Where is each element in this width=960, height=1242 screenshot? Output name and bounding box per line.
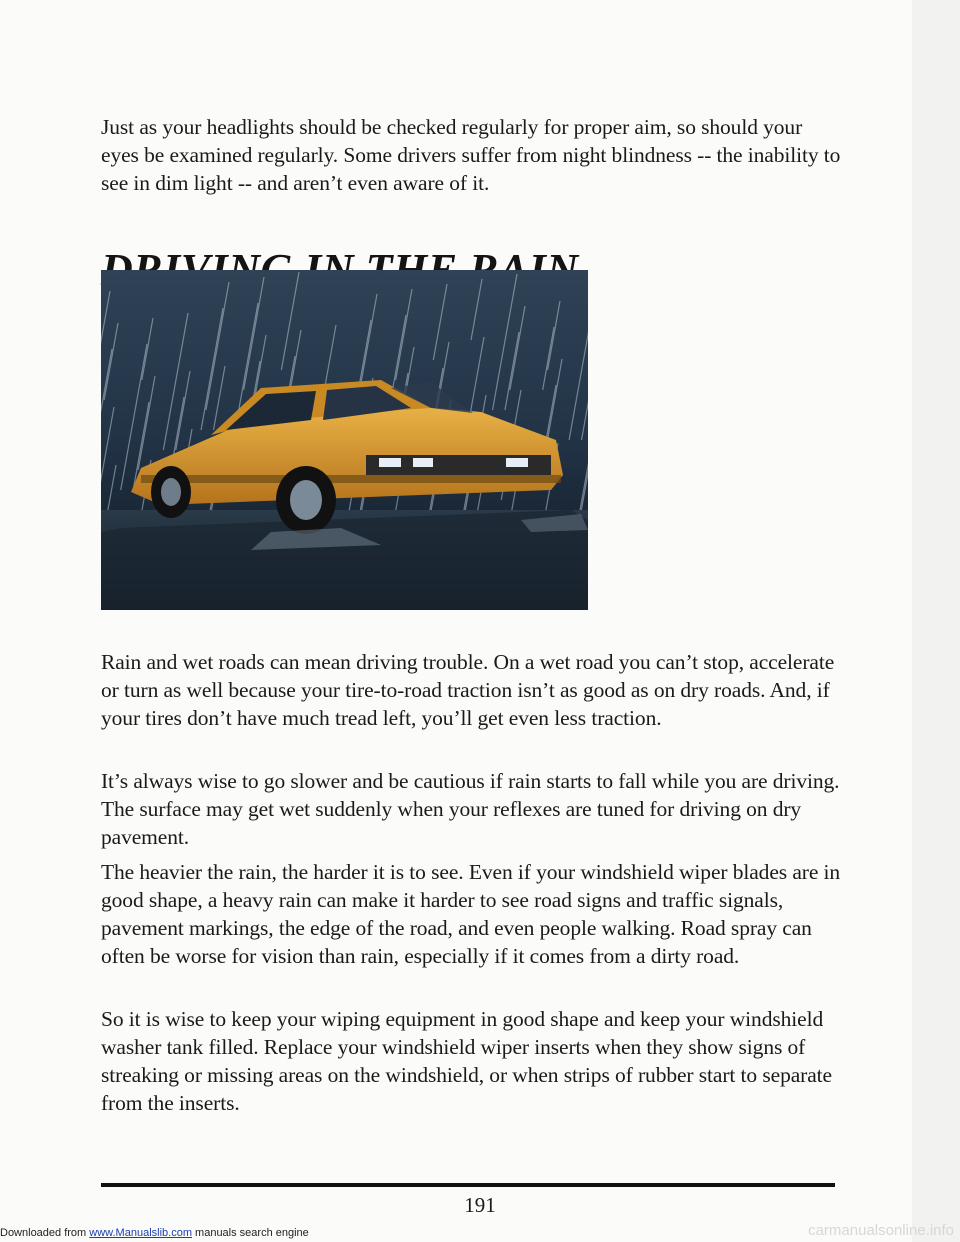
rain-paragraph-1: Rain and wet roads can mean driving trouble. On a wet road you can’t stop, accelerate or turn as well because your tire-to-road traction isn’t as good as on dry roads. And, if your tires don’t have much tread left, you’ll get even less traction.: [101, 650, 835, 730]
site-watermark: carmanualsonline.info: [808, 1222, 954, 1239]
watermark-suffix: manuals search engine: [191, 1227, 309, 1239]
intro-paragraph: Just as your headlights should be checked regularly for proper aim, so should your eyes be examined regularly. Some drivers suffer from night blindness -- the inability to see in dim light -- and aren’t even aware of it.: [101, 115, 841, 195]
download-watermark: [0, 1226, 309, 1240]
manualslib-link[interactable]: www.Manualslib.com: [89, 1227, 192, 1239]
rain-paragraph-3: The heavier the rain, the harder it is to see. Even if your windshield wiper blades are in good shape, a heavy rain can make it harder to see road signs and traffic signals, pavement markings, the edge of the road, and even people walking. Road spray can often be worse for vision than rain, especially if it comes from a dirty road.: [101, 860, 841, 968]
rain-paragraph-2: It’s always wise to go slower and be cautious if rain starts to fall while you are driving. The surface may get wet suddenly when your reflexes are tuned for driving on dry pavement.: [101, 769, 840, 849]
page-edge: [912, 0, 960, 1242]
page-number: 191: [464, 1193, 496, 1217]
car-in-rain-illustration: [101, 270, 588, 610]
footer-rule: [101, 1183, 835, 1187]
rain-paragraph-4: So it is wise to keep your wiping equipment in good shape and keep your windshield washer tank filled. Replace your windshield wiper inserts when they show signs of streaking or missing areas on the windshield, or when strips of rubber start to separate from the inserts.: [101, 1007, 832, 1115]
watermark-prefix: Downloaded from: [0, 1227, 90, 1239]
